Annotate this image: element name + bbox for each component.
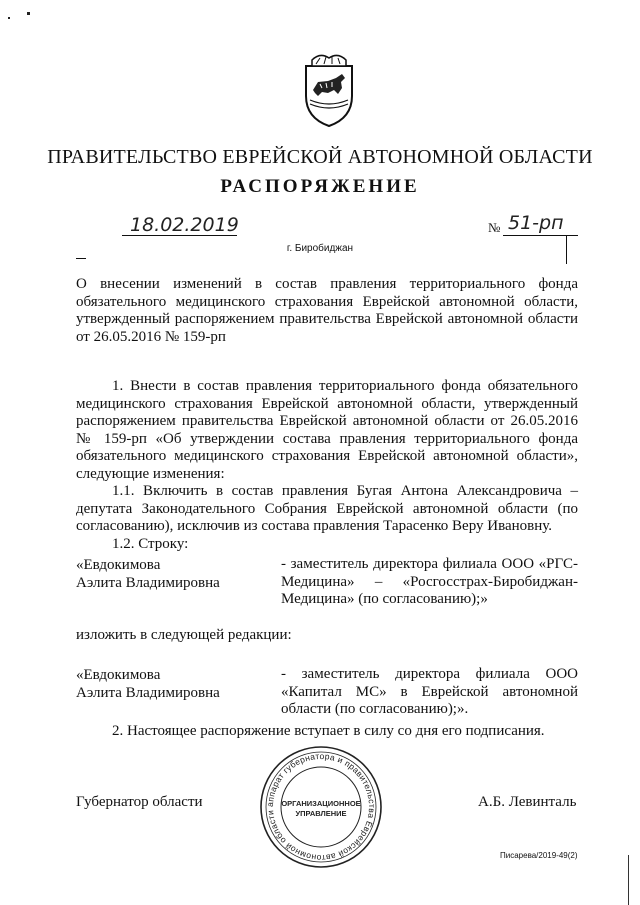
- new-row-name: [76, 666, 266, 702]
- new-row-name-line2: Аэлита Владимировна: [76, 685, 220, 701]
- number-label: №: [488, 220, 501, 235]
- signatory-title: Губернатор области: [76, 794, 203, 810]
- date-underline: [122, 235, 237, 236]
- government-name: ПРАВИТЕЛЬСТВО ЕВРЕЙСКОЙ АВТОНОМНОЙ ОБЛАСТИ: [47, 146, 593, 168]
- scan-edge-line: [628, 855, 629, 905]
- document-number: 51-рп: [508, 212, 564, 234]
- bracket-right: [566, 236, 567, 264]
- city-name: г. Биробиджан: [286, 243, 354, 254]
- signatory-name: А.Б. Левинталь: [478, 794, 577, 810]
- scan-mark: [27, 12, 30, 15]
- document-subject: О внесении изменений в состав правления территориального фонда обязательного медицинского страхования Еврейской автономной области, утвержденный распоряжением правительства Еврейской автономной области от 26.05.2016 № 159-рп: [76, 276, 578, 345]
- coat-of-arms-emblem: [298, 52, 360, 128]
- replace-instruction: изложить в следующей редакции:: [76, 627, 292, 643]
- svg-text:ОРГАНИЗАЦИОННОЕ: ОРГАНИЗАЦИОННОЕ: [281, 799, 361, 808]
- old-row-name-line1: «Евдокимова: [76, 557, 161, 573]
- official-stamp: [258, 744, 384, 870]
- paragraph-1: 1. Внести в состав правления территориального фонда обязательного медицинского страхования Еврейской автономной области, утвержденный распоряжением правительства Еврейской автономной области от 26.05.2016 № 159-рп «Об утверждении состава правления территориального фонда обязательного медицинского страхования Еврейской автономной области», следующие изменения:: [76, 378, 578, 482]
- new-row-position: - заместитель директора филиала ООО «Капитал МС» в Еврейской автономной области (по согласованию);».: [281, 666, 578, 717]
- paragraph-1-1: 1.1. Включить в состав правления Бугая Антона Александровича – депутата Законодательного Собрания Еврейской автономной области (по согласованию), исключив из состава правления Тарасенко Веру Ивановну.: [76, 483, 578, 534]
- svg-text:УПРАВЛЕНИЕ: УПРАВЛЕНИЕ: [295, 809, 347, 818]
- paragraph-2: 2. Настоящее распоряжение вступает в силу со дня его подписания.: [112, 723, 545, 739]
- old-row-position: - заместитель директора филиала ООО «РГС-Медицина» – «Росгосстрах-Биробиджан-Медицина» (по согласованию);»: [281, 556, 578, 607]
- footer-code: Писарева/2019-49(2): [500, 851, 578, 860]
- document-date: 18.02.2019: [130, 214, 239, 236]
- new-row-name-line1: «Евдокимова: [76, 667, 161, 683]
- document-type-title: РАСПОРЯЖЕНИЕ: [220, 176, 420, 197]
- bracket-left: [76, 258, 86, 259]
- old-row-name-line2: Аэлита Владимировна: [76, 575, 220, 591]
- old-row-name: [76, 556, 266, 592]
- paragraph-1-2: 1.2. Строку:: [112, 536, 189, 552]
- svg-text:аппарат губернатора и правител: аппарат губернатора и правительства Еврейской автономной области: [264, 750, 378, 864]
- scan-mark: [8, 17, 10, 19]
